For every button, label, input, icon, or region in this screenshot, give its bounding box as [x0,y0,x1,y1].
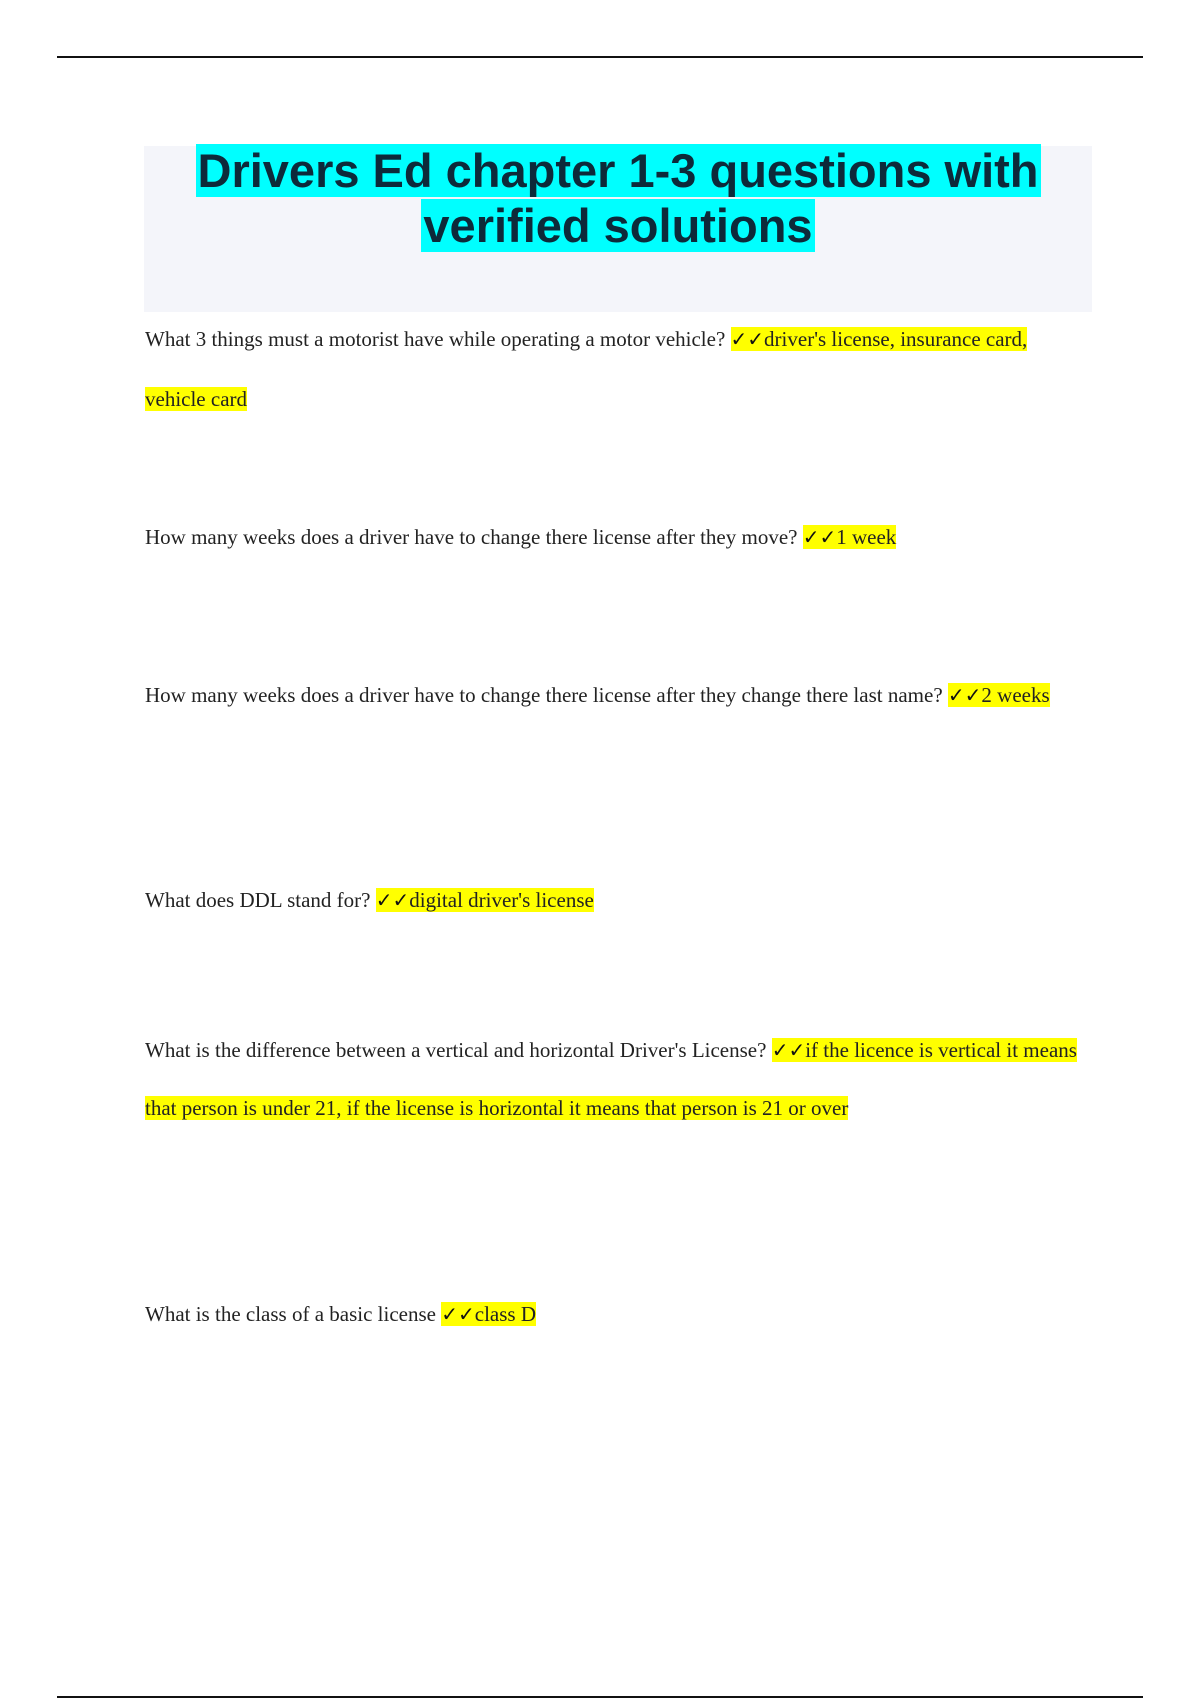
answer-highlight [948,683,1050,707]
answer-text: digital driver's license [409,888,594,912]
qa-item-6 [145,1294,1085,1334]
question-text: How many weeks does a driver have to change there license after they move? [145,525,798,549]
answer-highlight [803,525,897,549]
bottom-rule [57,1696,1143,1698]
top-rule [57,56,1143,58]
check-mark-icon: ✓✓ [441,1302,475,1326]
answer-highlight [376,888,594,912]
qa-item-3 [145,666,1085,724]
check-mark-icon: ✓✓ [771,1038,806,1062]
check-mark-icon: ✓✓ [730,327,765,351]
answer-text: 2 weeks [981,683,1050,707]
qa-item-2 [145,517,1085,557]
qa-item-1 [145,309,1085,429]
answer-highlight [441,1302,536,1326]
answer-text: driver's license, insurance card, vehicle card [145,327,1028,411]
check-mark-icon: ✓✓ [375,888,410,912]
qa-item-4 [145,880,1085,920]
question-text: What is the difference between a vertical and horizontal Driver's License? [145,1038,767,1062]
question-text: What does DDL stand for? [145,888,371,912]
answer-text: class D [474,1302,536,1326]
title-highlight: Drivers Ed chapter 1-3 questions with verified solutions [197,144,1039,252]
answer-text: 1 week [836,525,897,549]
question-text: What is the class of a basic license [145,1302,436,1326]
question-text: How many weeks does a driver have to change there license after they change there last name? [145,683,943,707]
document-title [144,143,1092,253]
check-mark-icon: ✓✓ [947,683,982,707]
check-mark-icon: ✓✓ [802,525,837,549]
answer-text: if the licence is vertical it means that person is under 21, if the license is horizontal it means that person is 21 or over [145,1038,1077,1120]
qa-item-5 [145,1021,1085,1137]
question-text: What 3 things must a motorist have while operating a motor vehicle? [145,327,726,351]
